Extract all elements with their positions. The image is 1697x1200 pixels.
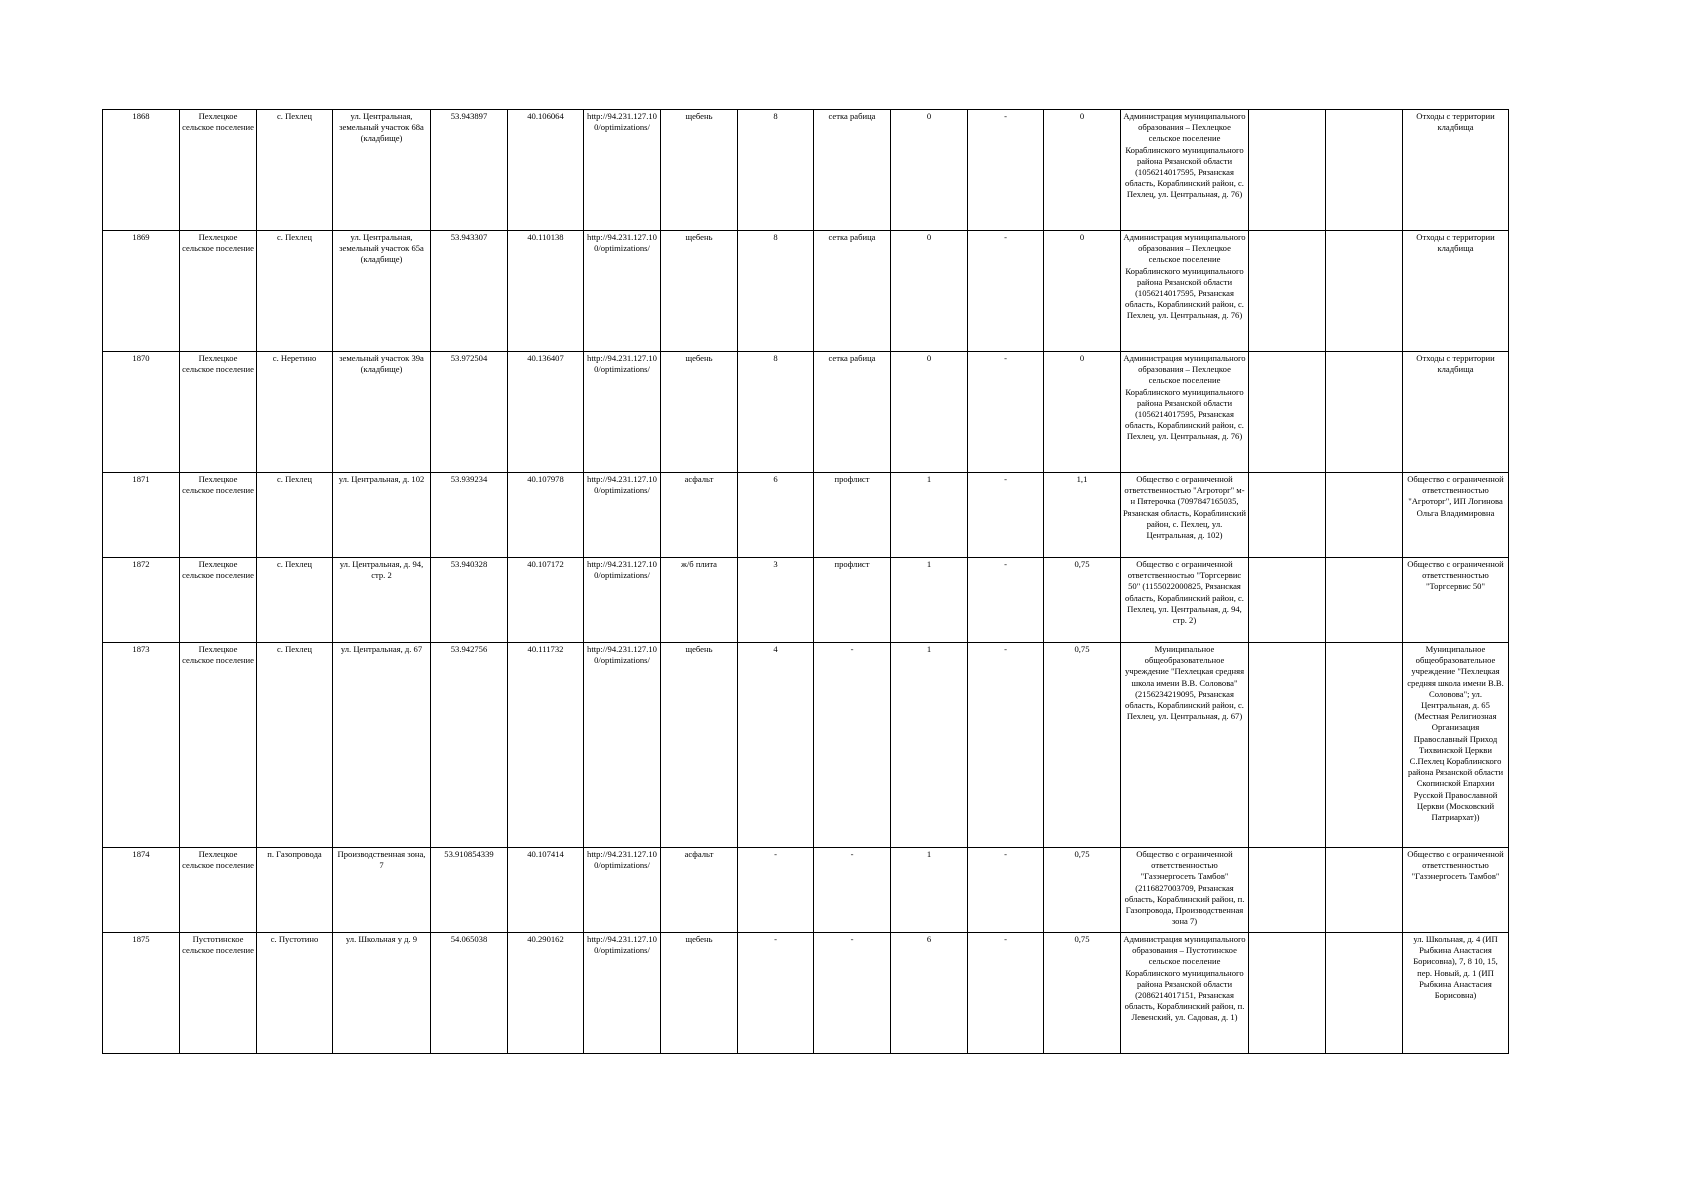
waste-source-cell: Муниципальное общеобразовательное учреждение "Пехлецкая средняя школа имени В.В. Соловова"; ул. Центральная, д. 65 (Местная Религиозная Организация Православный Приход Тихвинской Церкви С.Пехлец Кораблинского района Рязанской области Скопинской Епархии Русской Православной Церкви (Московский Патриархат)) — [1403, 643, 1509, 848]
blank-cell — [1326, 933, 1403, 1054]
container-count-cell: 6 — [891, 933, 968, 1054]
blank-cell — [1249, 558, 1326, 643]
row-number-cell: 1872 — [103, 558, 180, 643]
empty-dash-cell: - — [968, 558, 1044, 643]
row-number-cell: 1875 — [103, 933, 180, 1054]
address-cell: ул. Центральная, д. 102 — [333, 473, 431, 558]
empty-dash-cell: - — [968, 352, 1044, 473]
settlement-cell: Пехлецкое сельское поселение — [180, 643, 257, 848]
address-cell: ул. Центральная, земельный участок 68а (кладбище) — [333, 110, 431, 231]
address-cell: ул. Центральная, д. 67 — [333, 643, 431, 848]
empty-dash-cell: - — [968, 933, 1044, 1054]
container-count-cell: 1 — [891, 848, 968, 933]
table-row — [103, 643, 1509, 848]
locality-cell: с. Пехлец — [257, 643, 333, 848]
blank-cell — [1326, 848, 1403, 933]
owner-cell: Администрация муниципального образования – Пехлецкое сельское поселение Кораблинского муниципального района Рязанской области (1056214017595, Рязанская область, Кораблинский район, с. Пехлец, ул. Центральная, д. 76) — [1121, 110, 1249, 231]
waste-source-cell: ул. Школьная, д. 4 (ИП Рыбкина Анастасия Борисовна), 7, 8 10, 15, пер. Новый, д. 1 (ИП Рыбкина Анастасия Борисовна) — [1403, 933, 1509, 1054]
map-link-cell[interactable]: http://94.231.127.100/optimizations/ — [584, 848, 661, 933]
table-row — [103, 933, 1509, 1054]
longitude-cell: 40.107414 — [508, 848, 584, 933]
container-volume-cell: 0 — [1044, 231, 1121, 352]
settlement-cell: Пустотинское сельское поселение — [180, 933, 257, 1054]
surface-cell: асфальт — [661, 848, 738, 933]
container-count-cell: 1 — [891, 643, 968, 848]
map-link-cell[interactable]: http://94.231.127.100/optimizations/ — [584, 558, 661, 643]
waste-source-cell: Общество с ограниченной ответственностью "Газэнергосеть Тамбов" — [1403, 848, 1509, 933]
blank-cell — [1326, 352, 1403, 473]
blank-cell — [1326, 110, 1403, 231]
owner-cell: Администрация муниципального образования – Пехлецкое сельское поселение Кораблинского муниципального района Рязанской области (1056214017595, Рязанская область, Кораблинский район, с. Пехлец, ул. Центральная, д. 76) — [1121, 352, 1249, 473]
longitude-cell: 40.290162 — [508, 933, 584, 1054]
owner-cell: Общество с ограниченной ответственностью "Торгсервис 50" (1155022000825, Рязанская область, Кораблинский район, с. Пехлец, ул. Центральная, д. 94, стр. 2) — [1121, 558, 1249, 643]
owner-cell: Общество с ограниченной ответственностью "Агроторг" м-н Пятерочка (7097847165035, Рязанская область, Кораблинский район, с. Пехлец, ул. Центральная, д. 102) — [1121, 473, 1249, 558]
locality-cell: п. Газопровода — [257, 848, 333, 933]
surface-cell: ж/б плита — [661, 558, 738, 643]
address-cell: ул. Центральная, д. 94, стр. 2 — [333, 558, 431, 643]
longitude-cell: 40.136407 — [508, 352, 584, 473]
waste-sites-table — [102, 109, 1509, 1054]
table-row — [103, 848, 1509, 933]
latitude-cell: 53.943897 — [431, 110, 508, 231]
empty-dash-cell: - — [968, 643, 1044, 848]
address-cell: земельный участок 39а (кладбище) — [333, 352, 431, 473]
fence-cell: сетка рабица — [814, 110, 891, 231]
longitude-cell: 40.110138 — [508, 231, 584, 352]
waste-source-cell: Отходы с территории кладбища — [1403, 352, 1509, 473]
area-cell: - — [738, 848, 814, 933]
longitude-cell: 40.107172 — [508, 558, 584, 643]
latitude-cell: 53.943307 — [431, 231, 508, 352]
blank-cell — [1326, 473, 1403, 558]
latitude-cell: 54.065038 — [431, 933, 508, 1054]
empty-dash-cell: - — [968, 848, 1044, 933]
map-link-cell[interactable]: http://94.231.127.100/optimizations/ — [584, 352, 661, 473]
area-cell: 4 — [738, 643, 814, 848]
table-row — [103, 231, 1509, 352]
settlement-cell: Пехлецкое сельское поселение — [180, 352, 257, 473]
container-count-cell: 0 — [891, 110, 968, 231]
area-cell: 6 — [738, 473, 814, 558]
locality-cell: с. Пехлец — [257, 231, 333, 352]
container-count-cell: 0 — [891, 352, 968, 473]
empty-dash-cell: - — [968, 110, 1044, 231]
longitude-cell: 40.111732 — [508, 643, 584, 848]
fence-cell: - — [814, 933, 891, 1054]
row-number-cell: 1873 — [103, 643, 180, 848]
map-link-cell[interactable]: http://94.231.127.100/optimizations/ — [584, 110, 661, 231]
locality-cell: с. Пустотино — [257, 933, 333, 1054]
owner-cell: Общество с ограниченной ответственностью "Газэнергосеть Тамбов" (2116827003709, Рязанская область, Кораблинский район, п. Газопровода, Производственная зона 7) — [1121, 848, 1249, 933]
blank-cell — [1326, 643, 1403, 848]
blank-cell — [1326, 231, 1403, 352]
empty-dash-cell: - — [968, 231, 1044, 352]
blank-cell — [1249, 643, 1326, 848]
surface-cell: щебень — [661, 352, 738, 473]
row-number-cell: 1871 — [103, 473, 180, 558]
empty-dash-cell: - — [968, 473, 1044, 558]
fence-cell: профлист — [814, 558, 891, 643]
blank-cell — [1249, 352, 1326, 473]
latitude-cell: 53.942756 — [431, 643, 508, 848]
area-cell: - — [738, 933, 814, 1054]
table-row — [103, 473, 1509, 558]
map-link-cell[interactable]: http://94.231.127.100/optimizations/ — [584, 643, 661, 848]
surface-cell: щебень — [661, 231, 738, 352]
row-number-cell: 1868 — [103, 110, 180, 231]
settlement-cell: Пехлецкое сельское поселение — [180, 231, 257, 352]
owner-cell: Администрация муниципального образования – Пехлецкое сельское поселение Кораблинского муниципального района Рязанской области (1056214017595, Рязанская область, Кораблинский район, с. Пехлец, ул. Центральная, д. 76) — [1121, 231, 1249, 352]
area-cell: 8 — [738, 352, 814, 473]
longitude-cell: 40.106064 — [508, 110, 584, 231]
table-row — [103, 352, 1509, 473]
row-number-cell: 1870 — [103, 352, 180, 473]
latitude-cell: 53.940328 — [431, 558, 508, 643]
address-cell: Производственная зона, 7 — [333, 848, 431, 933]
blank-cell — [1249, 231, 1326, 352]
surface-cell: асфальт — [661, 473, 738, 558]
address-cell: ул. Центральная, земельный участок 65а (кладбище) — [333, 231, 431, 352]
container-volume-cell: 0,75 — [1044, 643, 1121, 848]
area-cell: 3 — [738, 558, 814, 643]
settlement-cell: Пехлецкое сельское поселение — [180, 110, 257, 231]
row-number-cell: 1869 — [103, 231, 180, 352]
fence-cell: - — [814, 643, 891, 848]
container-volume-cell: 1,1 — [1044, 473, 1121, 558]
latitude-cell: 53.972504 — [431, 352, 508, 473]
waste-source-cell: Отходы с территории кладбища — [1403, 110, 1509, 231]
waste-source-cell: Общество с ограниченной ответственностью "Агроторг", ИП Логинова Ольга Владимировна — [1403, 473, 1509, 558]
container-volume-cell: 0,75 — [1044, 933, 1121, 1054]
owner-cell: Администрация муниципального образования – Пустотинское сельское поселение Кораблинского муниципального района Рязанской области (2086214017151, Рязанская область, Кораблинский район, п. Левенский, ул. Садовая, д. 1) — [1121, 933, 1249, 1054]
surface-cell: щебень — [661, 643, 738, 848]
container-volume-cell: 0,75 — [1044, 558, 1121, 643]
table-row — [103, 110, 1509, 231]
address-cell: ул. Школьная у д. 9 — [333, 933, 431, 1054]
settlement-cell: Пехлецкое сельское поселение — [180, 848, 257, 933]
owner-cell: Муниципальное общеобразовательное учреждение "Пехлецкая средняя школа имени В.В. Соловова" (2156234219095, Рязанская область, Кораблинский район, с. Пехлец, ул. Центральная, д. 67) — [1121, 643, 1249, 848]
surface-cell: щебень — [661, 933, 738, 1054]
container-count-cell: 1 — [891, 558, 968, 643]
settlement-cell: Пехлецкое сельское поселение — [180, 473, 257, 558]
map-link-cell[interactable]: http://94.231.127.100/optimizations/ — [584, 933, 661, 1054]
fence-cell: профлист — [814, 473, 891, 558]
container-count-cell: 0 — [891, 231, 968, 352]
locality-cell: с. Пехлец — [257, 110, 333, 231]
map-link-cell[interactable]: http://94.231.127.100/optimizations/ — [584, 473, 661, 558]
container-volume-cell: 0 — [1044, 352, 1121, 473]
table-row — [103, 558, 1509, 643]
fence-cell: сетка рабица — [814, 352, 891, 473]
surface-cell: щебень — [661, 110, 738, 231]
fence-cell: - — [814, 848, 891, 933]
settlement-cell: Пехлецкое сельское поселение — [180, 558, 257, 643]
row-number-cell: 1874 — [103, 848, 180, 933]
container-volume-cell: 0 — [1044, 110, 1121, 231]
locality-cell: с. Пехлец — [257, 558, 333, 643]
longitude-cell: 40.107978 — [508, 473, 584, 558]
blank-cell — [1326, 558, 1403, 643]
waste-source-cell: Общество с ограниченной ответственностью "Торгсервис 50" — [1403, 558, 1509, 643]
blank-cell — [1249, 933, 1326, 1054]
latitude-cell: 53.939234 — [431, 473, 508, 558]
container-volume-cell: 0,75 — [1044, 848, 1121, 933]
map-link-cell[interactable]: http://94.231.127.100/optimizations/ — [584, 231, 661, 352]
locality-cell: с. Пехлец — [257, 473, 333, 558]
waste-source-cell: Отходы с территории кладбища — [1403, 231, 1509, 352]
container-count-cell: 1 — [891, 473, 968, 558]
area-cell: 8 — [738, 110, 814, 231]
blank-cell — [1249, 110, 1326, 231]
fence-cell: сетка рабица — [814, 231, 891, 352]
latitude-cell: 53.910854339 — [431, 848, 508, 933]
blank-cell — [1249, 848, 1326, 933]
locality-cell: с. Неретино — [257, 352, 333, 473]
area-cell: 8 — [738, 231, 814, 352]
blank-cell — [1249, 473, 1326, 558]
